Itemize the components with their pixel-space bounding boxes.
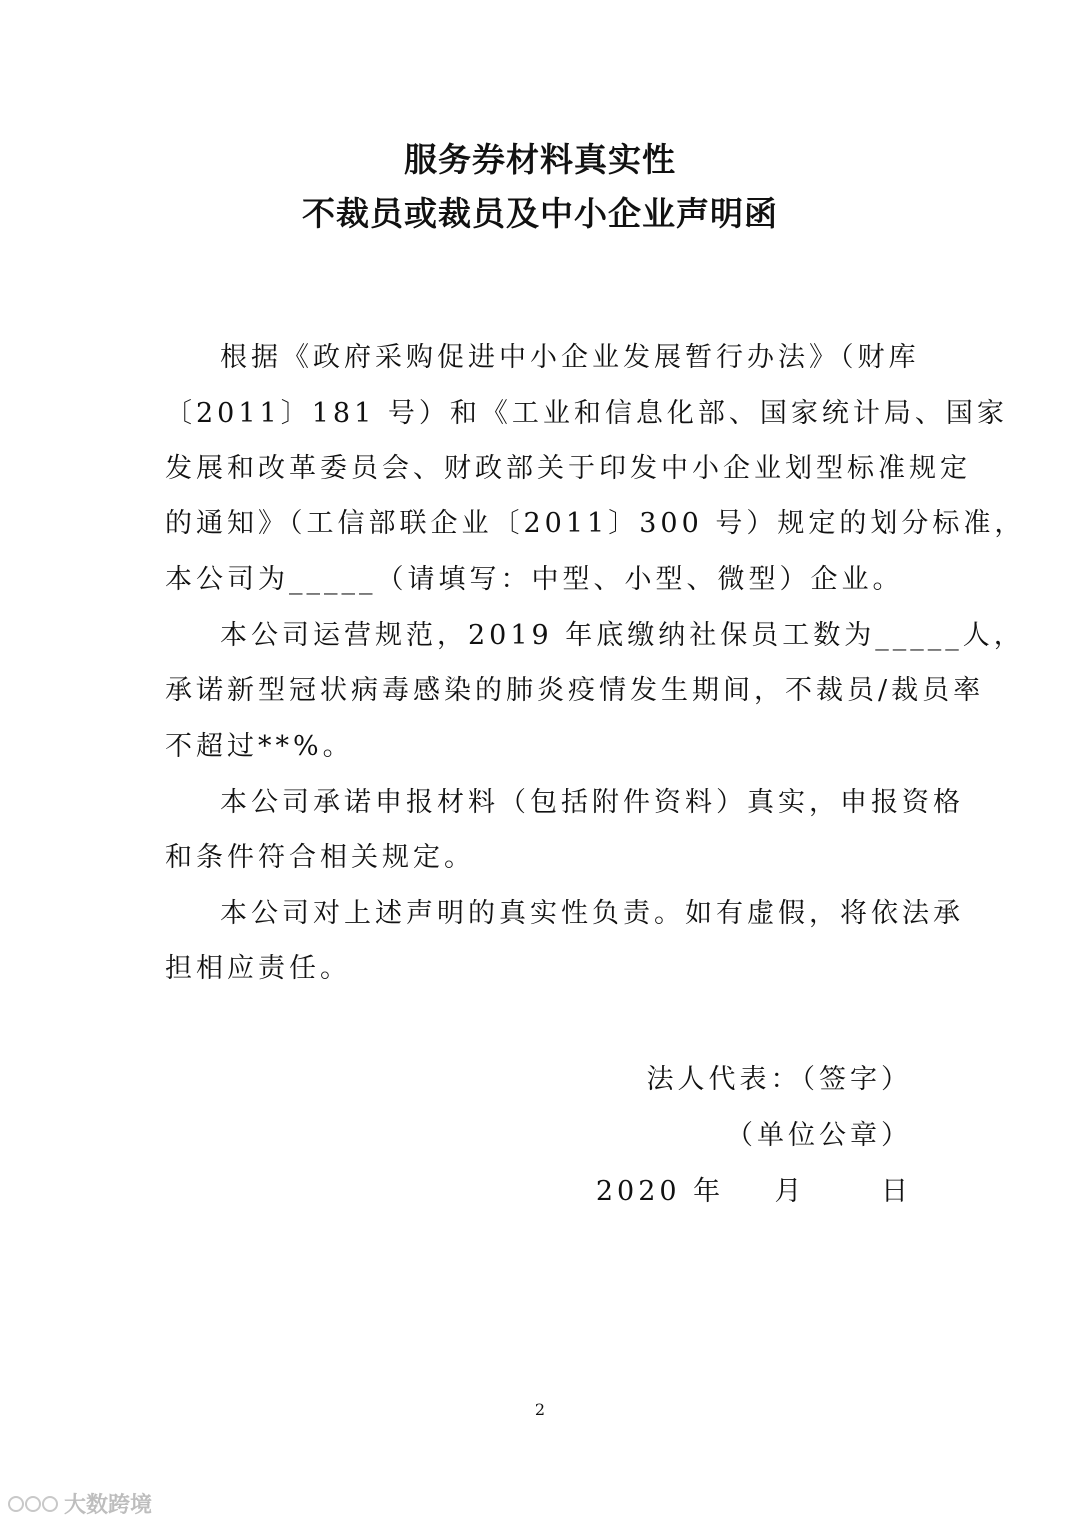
watermark	[8, 1488, 152, 1519]
paragraph-3-line-2: 和条件符合相关规定。	[165, 842, 475, 873]
legal-representative-signature: 法人代表：（签字）	[646, 1064, 912, 1095]
signature-date: 2020 年 月 日	[595, 1176, 912, 1207]
page-number: 2	[534, 1400, 546, 1419]
watermark-text: 大数跨境	[64, 1493, 153, 1518]
paragraph-1-line-4: 的通知》（工信部联企业〔2011〕300 号）规定的划分标准，	[165, 508, 1026, 539]
title-line-2: 不裁员或裁员及中小企业声明函	[302, 194, 778, 233]
paragraph-2-line-3: 不超过**%。	[165, 731, 354, 762]
paragraph-2-line-1: 本公司运营规范，2019 年底缴纳社保员工数为_____人，	[220, 620, 1025, 651]
company-seal: （单位公章）	[726, 1120, 912, 1151]
title-line-1: 服务券材料真实性	[404, 140, 676, 179]
paragraph-2-line-2: 承诺新型冠状病毒感染的肺炎疫情发生期间，不裁员/裁员率	[165, 675, 985, 706]
paragraph-3-line-1: 本公司承诺申报材料（包括附件资料）真实，申报资格	[220, 787, 964, 818]
paragraph-1-line-5: 本公司为_____（请填写：中型、小型、微型）企业。	[165, 564, 904, 595]
paragraph-4-line-1: 本公司对上述声明的真实性负责。如有虚假，将依法承	[220, 898, 964, 929]
watermark-logo-icon	[8, 1496, 58, 1512]
paragraph-4-line-2: 担相应责任。	[165, 953, 351, 984]
paragraph-1-line-2: 〔2011〕181 号）和《工业和信息化部、国家统计局、国家	[165, 398, 1008, 429]
paragraph-1-line-3: 发展和改革委员会、财政部关于印发中小企业划型标准规定	[165, 453, 971, 484]
paragraph-1-line-1: 根据《政府采购促进中小企业发展暂行办法》（财库	[220, 342, 920, 373]
